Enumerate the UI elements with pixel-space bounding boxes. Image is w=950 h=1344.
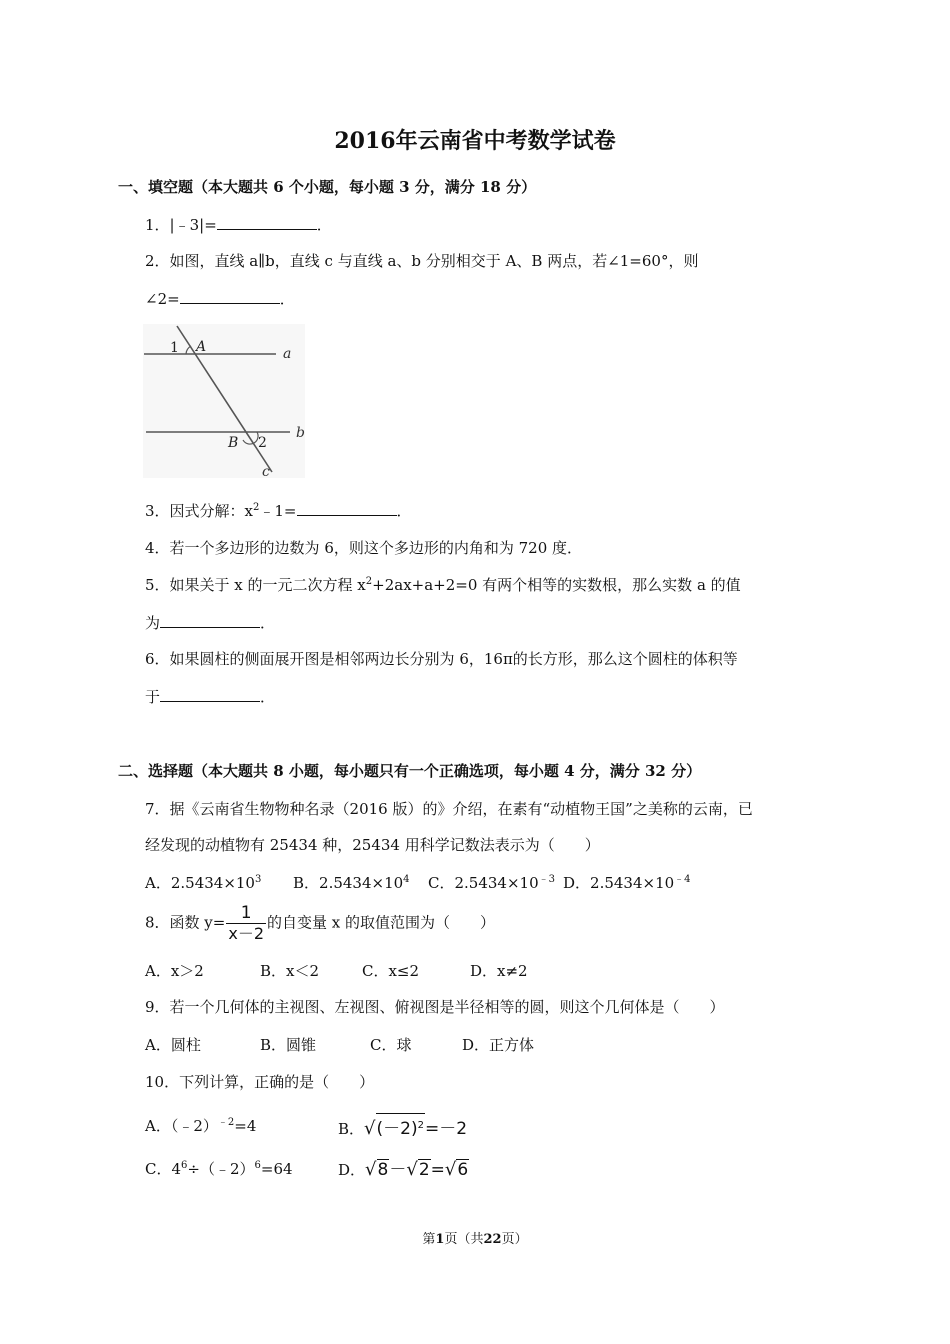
sqrt-sign-icon: √ (364, 1118, 376, 1139)
footer-suffix: 页） (501, 1232, 528, 1247)
footer-total-pages: 22 (483, 1232, 502, 1247)
q10-d-radicand-2: 2 (418, 1160, 430, 1180)
q10-c-mid: ÷（﹣2） (187, 1160, 255, 1178)
q7-option-b-exp: 4 (403, 874, 410, 885)
parallel-lines-figure (140, 322, 308, 480)
q1-text: 1．|﹣3|= (145, 216, 217, 234)
q8-post: 的自变量 x 的取值范围为（ ） (267, 913, 496, 932)
q5-line2-text: 为 (145, 614, 161, 632)
q10-d-radicand-3: 6 (457, 1160, 469, 1180)
q8-option-d: D．x≠2 (470, 962, 528, 980)
q1-end: ． (316, 216, 332, 234)
q7-option-a-exp: 3 (254, 874, 262, 885)
q8-option-c: C．x≤2 (362, 962, 420, 980)
q10-c-rest: =64 (260, 1160, 293, 1178)
footer-page-number: 1 (435, 1232, 445, 1247)
question-1 (145, 214, 332, 235)
page-footer (0, 1228, 950, 1247)
q8-option-a: A．x＞2 (145, 962, 204, 980)
q10-d-radicand-1: 8 (377, 1160, 389, 1180)
q8-numerator: 1 (226, 904, 266, 924)
question-10: 10．下列计算，正确的是（ ） (145, 1073, 375, 1091)
q5-end: ． (260, 614, 276, 632)
page-title: 2016年云南省中考数学试卷 (334, 128, 616, 154)
q10-option-a-exp: ﹣2 (217, 1117, 235, 1128)
sqrt-sign-icon: √ (406, 1159, 418, 1180)
question-7-line2: 经发现的动植物有 25434 种，25434 用科学记数法表示为（ ） (145, 836, 600, 854)
q10-option-b-label: B． (338, 1120, 365, 1138)
q3-text: 3．因式分解：x (145, 502, 254, 520)
label-b: b (296, 425, 305, 441)
label-c: c (262, 464, 270, 480)
q3-exponent: 2 (253, 502, 260, 513)
q7-option-c-text: C．2.5434×10 (428, 874, 539, 892)
label-A: A (196, 339, 207, 355)
question-8 (145, 904, 495, 943)
footer-prefix: 第 (422, 1232, 436, 1247)
q10-option-c-text: C．4 (145, 1160, 182, 1178)
q6-line2-text: 于 (145, 688, 161, 706)
q1-answer-blank (217, 214, 317, 230)
q9-option-c: C．球 (370, 1036, 412, 1054)
q8-fraction (226, 904, 266, 943)
footer-mid: 页（共 (444, 1232, 484, 1247)
q10-option-a (145, 1115, 256, 1136)
q2-text: ∠2= (145, 290, 180, 308)
q5-answer-blank (160, 612, 260, 628)
question-5-line2 (145, 612, 275, 633)
q7-option-c (428, 872, 555, 893)
label-B: B (228, 435, 239, 451)
question-2-line1: 2．如图，直线 a∥b，直线 c 与直线 a、b 分别相交于 A、B 两点，若∠1=60°，则 (145, 252, 699, 270)
q2-answer-blank (180, 288, 280, 304)
q7-option-b (293, 872, 410, 893)
q10-b-radicand-text: (－2) (376, 1119, 418, 1139)
q10-option-b-radicand (376, 1113, 425, 1139)
label-a: a (283, 346, 292, 362)
q10-option-a-rest: =4 (234, 1117, 257, 1135)
section2-heading: 二、选择题（本大题共 8 小题，每小题只有一个正确选项，每小题 4 分，满分 32 分） (118, 762, 702, 780)
q5-text-a: 5．如果关于 x 的一元二次方程 x (145, 576, 366, 594)
q10-b-exp: 2 (417, 1120, 424, 1131)
q9-option-d: D．正方体 (462, 1036, 535, 1054)
question-4: 4．若一个多边形的边数为 6，则这个多边形的内角和为 720 度． (145, 539, 583, 557)
q10-option-a-text: A．（﹣2） (145, 1117, 218, 1135)
q7-option-b-text: B．2.5434×10 (293, 874, 404, 892)
q10-c-exp1: 6 (181, 1160, 188, 1171)
label-2: 2 (258, 435, 267, 451)
figure-background (143, 324, 305, 478)
q7-option-c-exp: ﹣3 (538, 874, 555, 885)
question-6-line2 (145, 686, 275, 707)
q10-c-exp2: 6 (254, 1160, 261, 1171)
q10-option-b-rest: =－2 (424, 1119, 468, 1139)
q10-d-equals: = (430, 1160, 445, 1180)
q10-option-c (145, 1158, 293, 1179)
q9-option-a: A．圆柱 (145, 1036, 201, 1054)
question-3 (145, 500, 412, 521)
question-2-line2 (145, 288, 295, 309)
q7-option-d (563, 872, 691, 893)
q3-end: ． (396, 502, 412, 520)
label-1: 1 (170, 340, 179, 356)
q6-end: ． (260, 688, 276, 706)
question-5-line1 (145, 574, 741, 595)
q7-option-d-text: D．2.5434×10 (563, 874, 675, 892)
q6-answer-blank (160, 686, 260, 702)
q2-end: ． (279, 290, 295, 308)
question-7-line1: 7．据《云南省生物物种名录（2016 版）的》介绍，在素有“动植物王国”之美称的云南，已 (145, 800, 753, 818)
q5-text-b: +2ax+a+2=0 有两个相等的实数根，那么实数 a 的值 (372, 576, 741, 594)
q8-option-b: B．x＜2 (260, 962, 320, 980)
q3-rest: ﹣1= (259, 502, 297, 520)
q7-option-a-text: A．2.5434×10 (145, 874, 255, 892)
sqrt-sign-icon: √ (365, 1159, 377, 1180)
q10-option-d-label: D． (338, 1161, 366, 1179)
q10-option-b (338, 1113, 467, 1139)
q10-d-minus: － (389, 1160, 407, 1180)
question-6-line1: 6．如果圆柱的侧面展开图是相邻两边长分别为 6，16π的长方形，那么这个圆柱的体积等 (145, 650, 738, 668)
sqrt-sign-icon: √ (444, 1159, 457, 1180)
q8-denominator: x－2 (228, 924, 265, 943)
q7-option-d-exp: ﹣4 (674, 874, 691, 885)
q3-answer-blank (297, 500, 397, 516)
q9-option-b: B．圆锥 (260, 1036, 317, 1054)
section1-heading: 一、填空题（本大题共 6 个小题，每小题 3 分，满分 18 分） (118, 178, 537, 196)
q5-exponent: 2 (365, 576, 373, 587)
question-9: 9．若一个几何体的主视图、左视图、俯视图是半径相等的圆，则这个几何体是（ ） (145, 998, 725, 1016)
q7-option-a (145, 872, 261, 893)
q8-pre: 8．函数 y= (145, 913, 226, 932)
q10-option-d (338, 1155, 469, 1180)
